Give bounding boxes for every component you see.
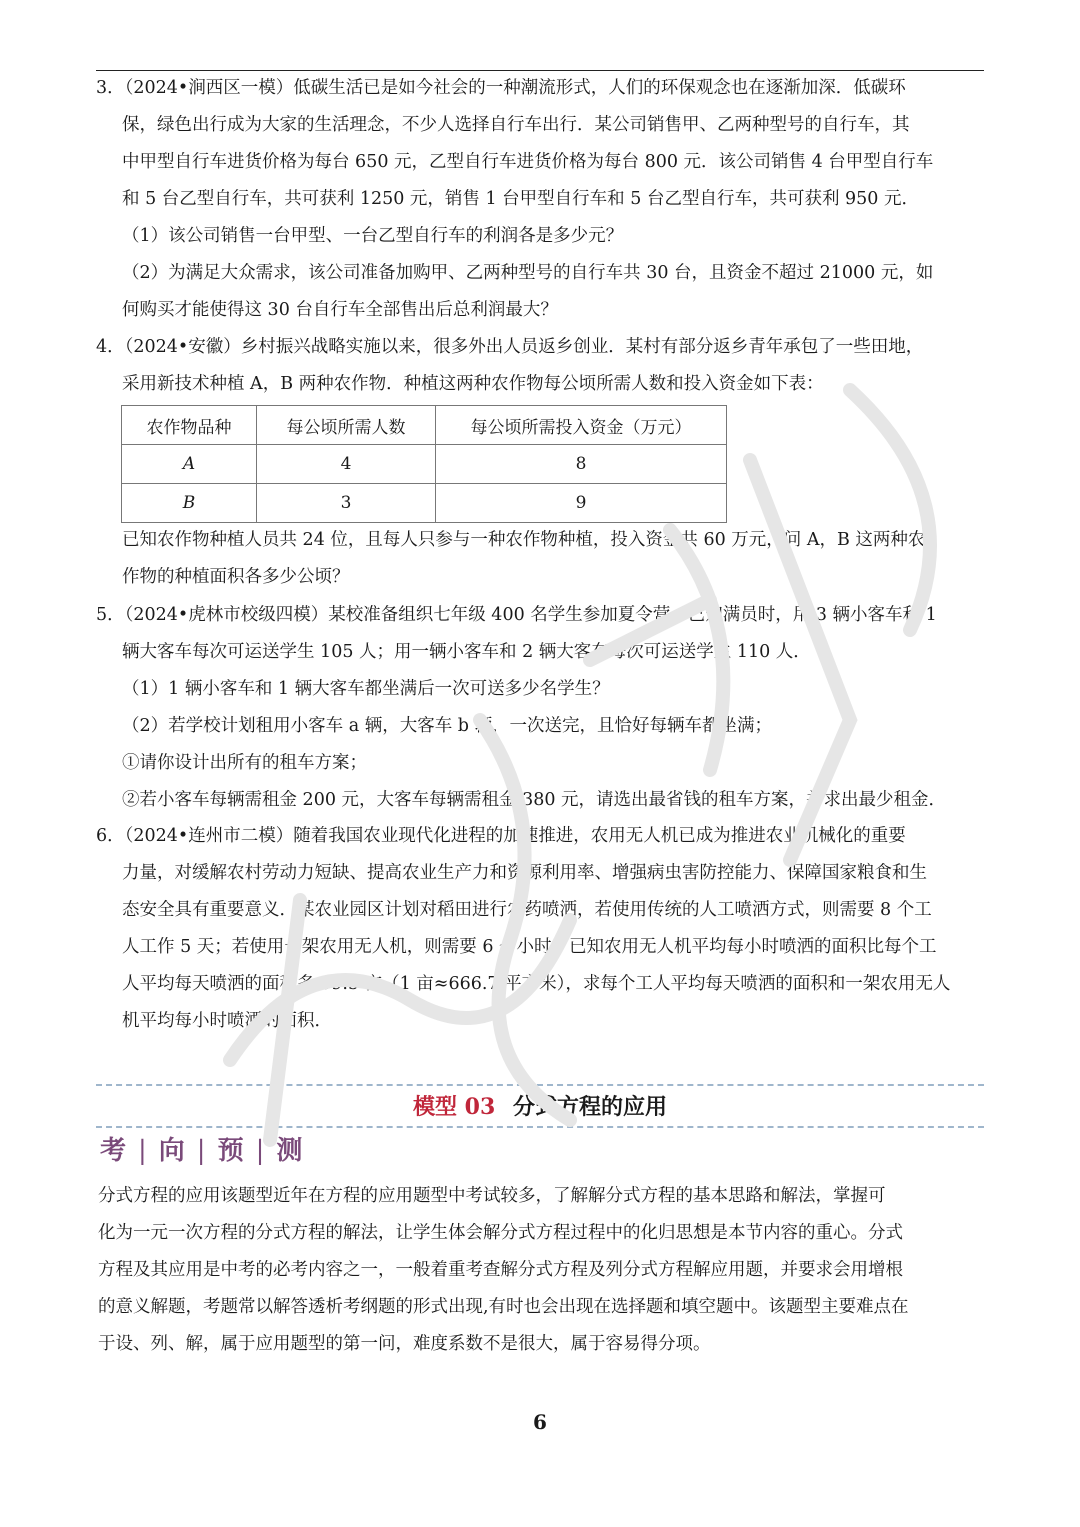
problem-5-line: 5．（2024•虎林市校级四模）某校准备组织七年级 400 名学生参加夏令营，已知满员时，用 3 辆小客车和 1: [96, 605, 937, 625]
intro-line: 方程及其应用是中考的必考内容之一，一般着重考查解分式方程及列分式方程解应用题，并要求会用增根: [98, 1260, 903, 1280]
table-cell: 4: [257, 445, 436, 484]
crop-table: [121, 405, 727, 523]
forecast-char: 预: [217, 1136, 246, 1166]
problem-4-line: 采用新技术种植 A，B 两种农作物．种植这两种农作物每公顷所需人数和投入资金如下表：: [122, 374, 824, 394]
problem-5-sub-1: ①请你设计出所有的租车方案；: [122, 753, 367, 773]
problem-6-line: 机平均每小时喷洒的面积．: [122, 1011, 332, 1031]
forecast-char: 考: [100, 1136, 129, 1166]
problem-3-question-2-cont: 何购买才能使得这 30 台自行车全部售出后总利润最大？: [122, 300, 558, 320]
problem-6-line: 力量，对缓解农村劳动力短缺、提高农业生产力和资源利用率、增强病虫害防控能力、保障国家粮食和生: [122, 863, 927, 883]
problem-3: [96, 70, 984, 329]
table-cell: 8: [436, 445, 727, 484]
intro-line: 的意义解题，考题常以解答透析考纲题的形式出现,有时也会出现在选择题和填空题中。该题型主要难点在: [98, 1297, 909, 1317]
problem-5-sub-2: ②若小客车每辆需租金 200 元，大客车每辆需租金 380 元，请选出最省钱的租车方案，并求出最少租金．: [122, 790, 947, 810]
problem-3-line: 中甲型自行车进货价格为每台 650 元，乙型自行车进货价格为每台 800 元．该公司销售 4 台甲型自行车: [122, 152, 934, 172]
forecast-char: 测: [276, 1136, 305, 1166]
table-row: [122, 484, 727, 523]
table-cell: 3: [257, 484, 436, 523]
exam-forecast-banner: 考 | 向 | 预 | 测: [100, 1136, 305, 1166]
table-header-cell: 农作物品种: [122, 406, 257, 445]
table-cell: B: [122, 484, 257, 523]
problem-3-line: 3．（2024•涧西区一模）低碳生活已是如今社会的一种潮流形式，人们的环保观念也在逐渐加深．低碳环: [96, 78, 906, 98]
problem-4: [96, 329, 984, 403]
problem-3-line: 保，绿色出行成为大家的生活理念，不少人选择自行车出行．某公司销售甲、乙两种型号的自行车，其: [122, 115, 910, 135]
table-header-cell: 每公顷所需人数: [257, 406, 436, 445]
problem-4-after: [96, 522, 984, 596]
intro-paragraph: [98, 1178, 984, 1363]
problem-6-line: 人工作 5 天；若使用一架农用无人机，则需要 6 个小时．已知农用无人机平均每小时喷洒的面积比每个工: [122, 937, 937, 957]
model-title: 分式方程的应用: [512, 1094, 667, 1120]
problem-5-question-1: （1）1 辆小客车和 1 辆大客车都坐满后一次可送多少名学生？: [122, 679, 610, 699]
intro-line: 化为一元一次方程的分式方程的解法，让学生体会解分式方程过程中的化归思想是本节内容的重心。分式: [98, 1223, 903, 1243]
problem-6-line: 6．（2024•连州市二模）随着我国农业现代化进程的加速推进，农用无人机已成为推进农业机械化的重要: [96, 826, 906, 846]
problem-4-line: 已知农作物种植人员共 24 位，且每人只参与一种农作物种植，投入资金共 60 万元，问 A，B 这两种农: [122, 530, 926, 550]
problem-3-line: 和 5 台乙型自行车，共可获利 1250 元，销售 1 台甲型自行车和 5 台乙型自行车，共可获利 950 元．: [122, 189, 919, 209]
intro-line: 于设、列、解，属于应用题型的第一问，难度系数不是很大，属于容易得分项。: [98, 1334, 711, 1354]
section-divider-bottom: [96, 1126, 984, 1128]
problem-4-line: 4．（2024•安徽）乡村振兴战略实施以来，很多外出人员返乡创业．某村有部分返乡青年承包了一些田地，: [96, 337, 924, 357]
forecast-char: 向: [158, 1136, 187, 1166]
problem-3-question-2: （2）为满足大众需求，该公司准备加购甲、乙两种型号的自行车共 30 台，且资金不超过 21000 元，如: [122, 263, 934, 283]
table-row: [122, 445, 727, 484]
problem-5-line: 辆大客车每次可运送学生 105 人；用一辆小客车和 2 辆大客车每次可运送学生 110 人．: [122, 642, 811, 662]
model-heading: [0, 1090, 1080, 1121]
table-cell: A: [122, 445, 257, 484]
problem-3-question-1: （1）该公司销售一台甲型、一台乙型自行车的利润各是多少元？: [122, 226, 624, 246]
problem-4-line: 作物的种植面积各多少公顷？: [122, 567, 350, 587]
problem-6-line: 态安全具有重要意义．某农业园区计划对稻田进行农药喷洒，若使用传统的人工喷洒方式，则需要 8 个工: [122, 900, 932, 920]
problem-5-question-2: （2）若学校计划租用小客车 a 辆，大客车 b 辆，一次送完，且恰好每辆车都坐满；: [122, 716, 773, 736]
problem-6: [96, 818, 984, 1040]
table-header-cell: 每公顷所需投入资金（万元）: [436, 406, 727, 445]
table-cell: 9: [436, 484, 727, 523]
section-divider-top: [96, 1084, 984, 1086]
intro-line: 分式方程的应用该题型近年在方程的应用题型中考试较多，了解解分式方程的基本思路和解法，掌握可: [98, 1186, 886, 1206]
model-label: 模型 03: [413, 1094, 496, 1120]
problem-5: [96, 597, 984, 819]
table-header-row: [122, 406, 727, 445]
page-number: 6: [533, 1410, 547, 1434]
problem-6-line: 人平均每天喷洒的面积多 59.5 亩（1 亩≈666.7 平方米），求每个工人平均每天喷洒的面积和一架农用无人: [122, 974, 951, 994]
